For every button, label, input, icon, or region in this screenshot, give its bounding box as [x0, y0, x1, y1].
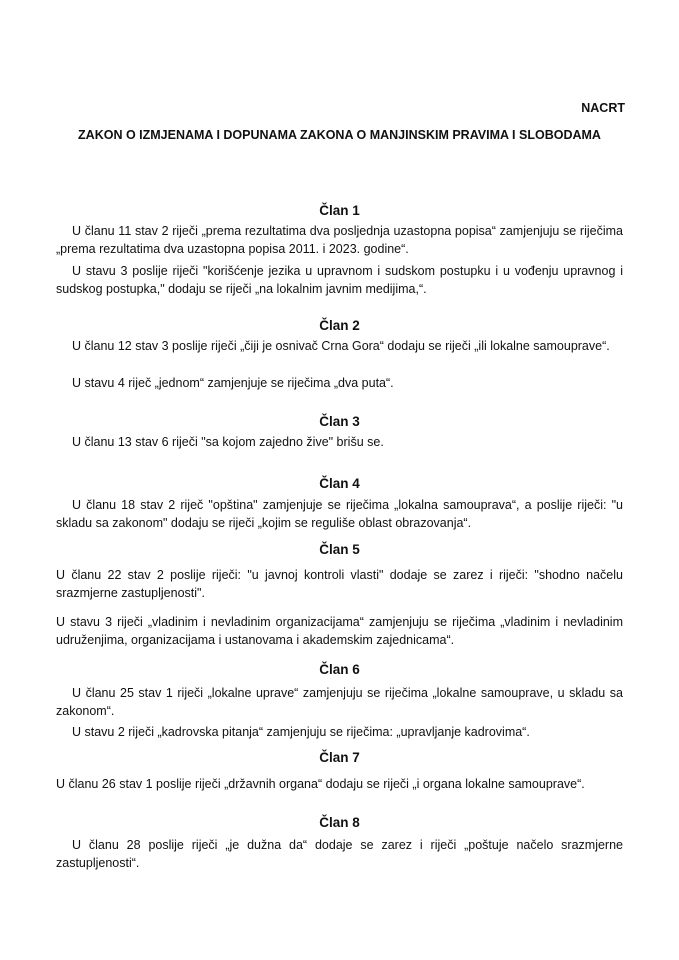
- article-2-paragraph-1: U članu 12 stav 3 poslije riječi „čiji je osnivač Crna Gora“ dodaju se riječi „ili lokalne samouprave“.: [72, 339, 610, 353]
- article-6-paragraph-1: U članu 25 stav 1 riječi „lokalne uprave“ zamjenjuju se riječima „lokalne samouprave, u skladu sa zakonom“.: [56, 686, 623, 718]
- article-5-heading: Član 5: [319, 542, 360, 557]
- article-8-heading: Član 8: [319, 815, 360, 830]
- article-4-heading: Član 4: [319, 476, 360, 491]
- article-1-paragraph-1: U članu 11 stav 2 riječi „prema rezultatima dva posljednja uzastopna popisa“ zamjenjuju se riječima „prema rezultatima dva uzastopna popisa 2011. i 2023. godine“.: [56, 224, 623, 256]
- article-4-paragraph-1: U članu 18 stav 2 riječ "opština" zamjenjuje se riječima „lokalna samouprava“, a poslije riječi: "u skladu sa zakonom" dodaju se riječi „kojim se reguliše oblast obrazovanja“.: [56, 498, 623, 530]
- article-6-heading: Član 6: [319, 662, 360, 677]
- law-title: ZAKON O IZMJENAMA I DOPUNAMA ZAKONA O MANJINSKIM PRAVIMA I SLOBODAMA: [78, 128, 601, 142]
- article-3-paragraph-1: U članu 13 stav 6 riječi "sa kojom zajedno žive" brišu se.: [72, 435, 384, 449]
- article-5-paragraph-1: U članu 22 stav 2 poslije riječi: "u javnoj kontroli vlasti" dodaje se zarez i riječi: "shodno načelu srazmjerne zastupljenosti".: [56, 568, 623, 600]
- article-6-paragraph-2: U stavu 2 riječi „kadrovska pitanja“ zamjenjuju se riječima: „upravljanje kadrovima“.: [72, 725, 530, 739]
- article-5-paragraph-2: U stavu 3 riječi „vladinim i nevladinim organizacijama“ zamjenjuju se riječima „vladinim i nevladinim udruženjima, organizacijama i ustanovama i akademskim zajednicama“.: [56, 615, 623, 647]
- article-1-heading: Član 1: [319, 203, 360, 218]
- article-2-heading: Član 2: [319, 318, 360, 333]
- article-7-paragraph-1: U članu 26 stav 1 poslije riječi „državnih organa“ dodaju se riječi „i organa lokalne samouprave“.: [56, 777, 585, 791]
- article-2-paragraph-2: U stavu 4 riječ „jednom“ zamjenjuje se riječima „dva puta“.: [72, 376, 394, 390]
- article-3-heading: Član 3: [319, 414, 360, 429]
- article-1-paragraph-2: U stavu 3 poslije riječi "korišćenje jezika u upravnom i sudskom postupku i u vođenju upravnog i sudskog postupka," dodaju se riječi „na lokalnim javnim medijima,“.: [56, 264, 623, 296]
- article-7-heading: Član 7: [319, 750, 360, 765]
- draft-label: NACRT: [581, 101, 625, 115]
- article-8-paragraph-1: U članu 28 poslije riječi „je dužna da“ dodaje se zarez i riječi „poštuje načelo srazmjerne zastupljenosti“.: [56, 838, 623, 870]
